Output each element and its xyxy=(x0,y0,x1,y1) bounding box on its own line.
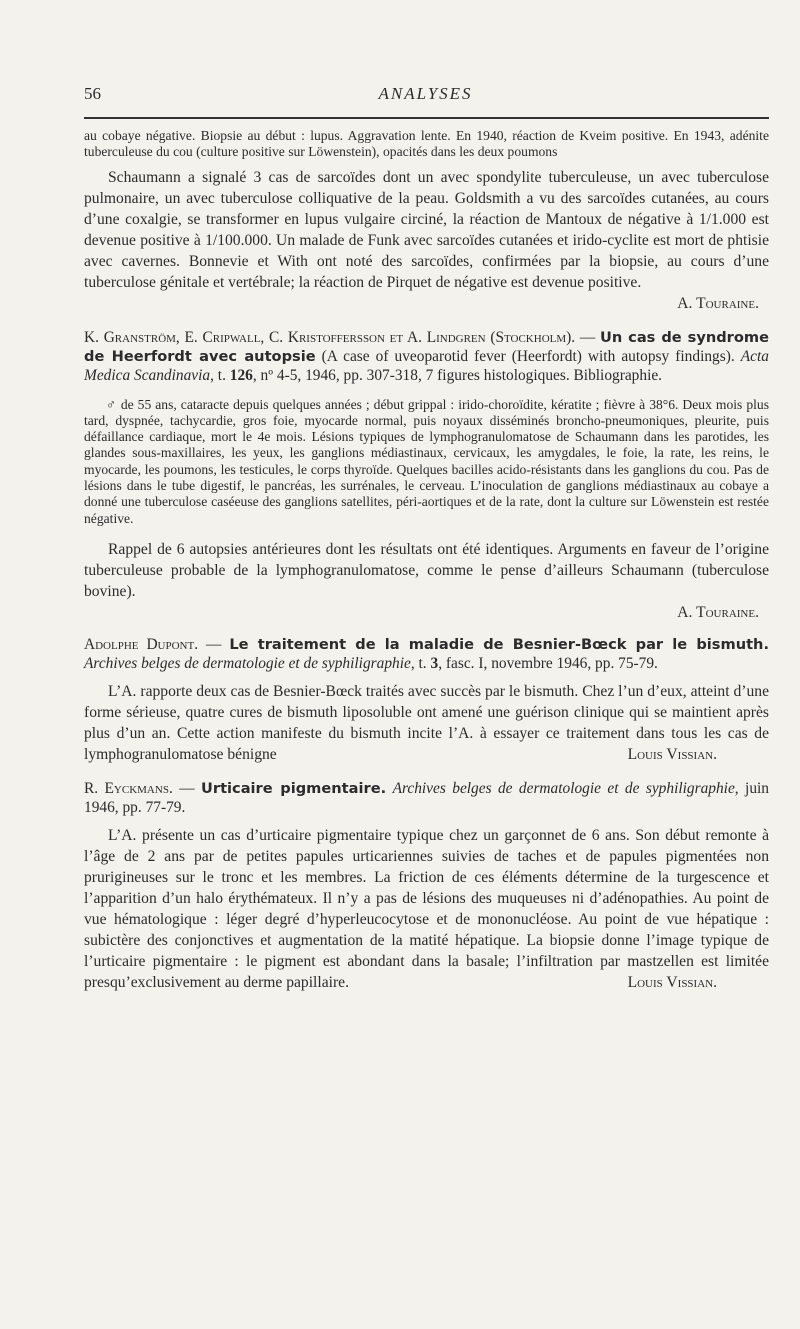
article3-author: Adolphe Dupont. xyxy=(84,635,199,653)
article3-signature: Louis Vissian. xyxy=(627,745,717,763)
article2-journal: Acta Medica Scandinavia xyxy=(84,347,769,384)
article2-paragraph-1: ♂ de 55 ans, cataracte depuis quelques années ; début grippal : irido-choroïdite, kératite ; fièvre à 38°6. Deux mois plus tard, dyspnée, tachycardie, gros foie, myocarde normal, puis noyaux disséminés broncho-pneumoniques, pleurite, puis défaillance cardiaque, mort le 4e mois. Lésions typiques de lymphogranulomatose de Schaumann dans les parotides, les glandes sous-maxillaires, les yeux, les ganglions médiastinaux, cervicaux, les amygdales, le foie, la rate, les reins, le myocarde, les poumons, les testicules, le corps thyroïde. Quelques bacilles acido-résistants dans les ganglions du cou. Pas de lésions dans le tube digestif, le pancréas, les surrénales, le cerveau. L’inoculation de ganglions médiastinaux au cobaye a donné une tuberculose caséeuse des ganglions satellites, péri-aortiques et de la rate, dont la culture sur Löwenstein est restée négative. xyxy=(84,396,769,526)
article3-reference: , fasc. I, novembre 1946, pp. 75-79. xyxy=(438,654,658,672)
article3-journal: Archives belges de dermatologie et de syphiligraphie xyxy=(84,654,411,672)
article2-signature: A. Touraine. xyxy=(677,603,759,621)
article4-title: Urticaire pigmentaire. xyxy=(201,779,387,797)
article3-paragraph-1: L’A. rapporte deux cas de Besnier-Bœck traités avec succès par le bismuth. Chez l’un d’eux, atteint d’une forme sérieuse, quatre cures de bismuth liposoluble ont amené une guérison clinique qui se maintient après plus d’un an. Cette action manifeste du bismuth incite l’A. à essayer ce traitement dans tous les cas de lymphogranulomatose bénigne Louis Vissian. xyxy=(84,682,769,763)
running-title: ANALYSES xyxy=(378,84,473,103)
article3-volume: 3 xyxy=(430,654,439,672)
article2-title-en: (A case of uveoparotid fever (Heerfordt) with autopsy findings). xyxy=(315,347,741,365)
article4-author: R. Eyckmans. xyxy=(84,779,173,797)
article3-heading: Adolphe Dupont. — Le traitement de la maladie de Besnier-Bœck par le bismuth. Archives belges de dermatologie et de syphiligraphie, t. 3, fasc. I, novembre 1946, pp. 75-79. xyxy=(84,635,769,672)
article4-signature: Louis Vissian. xyxy=(627,973,717,991)
page-number: 56 xyxy=(84,84,101,103)
article2-paragraph-2: Rappel de 6 autopsies antérieures dont les résultats ont été identiques. Arguments en faveur de l’origine tuberculeuse probable de la lymphogranulomatose, comme le pense d’ailleurs Schaumann (tuberculose bovine). xyxy=(84,540,769,600)
article4-reference: , juin 1946, pp. 77-79. xyxy=(84,779,769,816)
page-header xyxy=(84,84,767,112)
article4-heading: R. Eyckmans. — Urticaire pigmentaire. Archives belges de dermatologie et de syphiligraphie, juin 1946, pp. 77-79. xyxy=(84,779,769,816)
article2-title: Un cas de syndrome de Heerfordt avec autopsie xyxy=(84,328,769,365)
page-content xyxy=(84,128,769,993)
article2-reference: , nº 4-5, 1946, pp. 307-318, 7 figures histologiques. Bibliographie. xyxy=(252,366,663,384)
header-rule xyxy=(84,117,769,119)
block1-signature: A. Touraine. xyxy=(677,294,759,312)
article2-volume: 126 xyxy=(229,366,253,384)
block1-paragraph-1: au cobaye négative. Biopsie au début : lupus. Aggravation lente. En 1940, réaction de Kveim positive. En 1943, adénite tuberculeuse du cou (culture positive sur Löwenstein), opacités dans les deux poumons xyxy=(84,128,769,160)
article3-title: Le traitement de la maladie de Besnier-Bœck par le bismuth. xyxy=(229,635,769,653)
article4-paragraph-1: L’A. présente un cas d’urticaire pigmentaire typique chez un garçonnet de 6 ans. Son début remonte à l’âge de 2 ans par de petites papules urticariennes suivies de taches et de papules pigmentées non prurigineuses sur le tronc et les membres. La friction de ces éléments détermine de la turgescence et l’apparition d’un halo érythémateux. Il n’y a pas de lésions des muqueuses ni d’adénopathies. Au point de vue hématologique : léger degré d’hyperleucocytose et de mononucléose. Au point de vue hépatique : subictère des conjonctives et augmentation de la matité hépatique. La biopsie donne l’image typique de l’urticaire pigmentaire : le pigment est abondant dans la basale; l’infiltration par mastzellen est limitée presqu’exclusivement au derme papillaire. Louis Vissian. xyxy=(84,826,769,991)
article2-heading: K. Granström, E. Cripwall, C. Kristoffersson et A. Lindgren (Stockholm). — Un cas de syndrome de Heerfordt avec autopsie (A case of uveoparotid fever (Heerfordt) with autopsy findings). Acta Medica Scandinavia, t. 126, nº 4-5, 1946, pp. 307-318, 7 figures histologiques. Bibliographie. xyxy=(84,328,769,384)
article4-journal: Archives belges de dermatologie et de syphiligraphie xyxy=(392,779,735,797)
article2-authors: K. Granström, E. Cripwall, C. Kristoffersson et A. Lindgren (Stockholm). xyxy=(84,328,576,346)
block1-paragraph-2: Schaumann a signalé 3 cas de sarcoïdes dont un avec spondylite tuberculeuse, un avec tuberculose pulmonaire, un avec tuberculose colliquative de la peau. Goldsmith a vu des sarcoïdes cutanées, au cours d’une coxalgie, se transformer en lupus vulgaire circiné, la réaction de Mantoux de négative à 1/1.000 est devenue positive à 1/100.000. Un malade de Funk avec sarcoïdes cutanées et irido-cyclite est mort de phtisie avec cavernes. Bonnevie et With ont noté des sarcoïdes, confirmées par la biopsie, au cours d’une tuberculose génitale et vertébrale; la réaction de Pirquet de négative est devenue positive. xyxy=(84,168,769,291)
